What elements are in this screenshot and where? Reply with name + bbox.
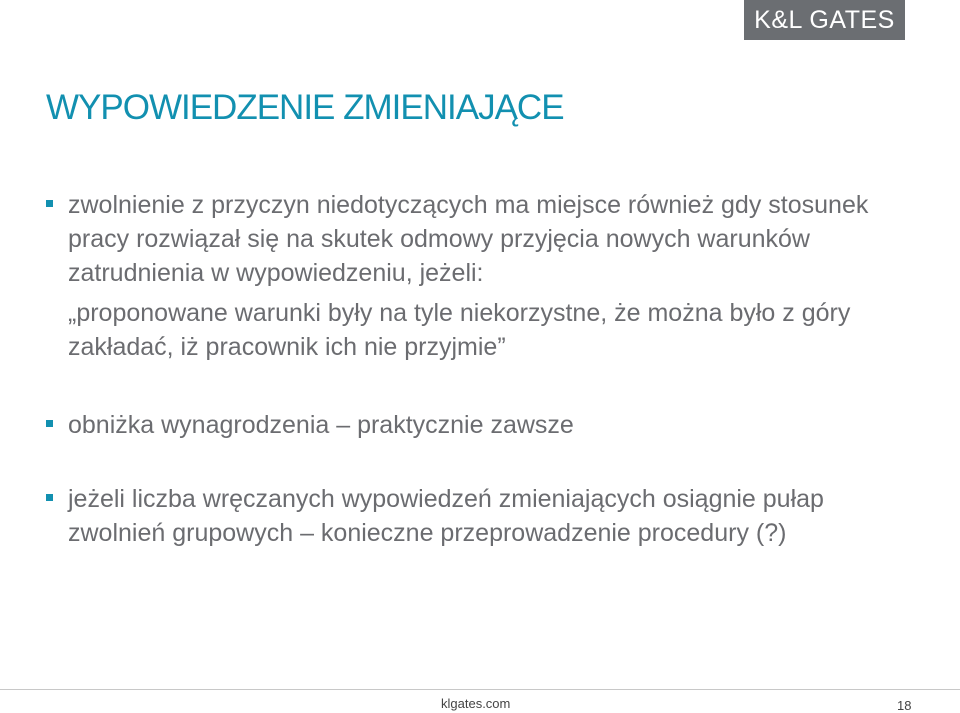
bullet-text: zwolnienie z przyczyn niedotyczących ma miejsce również gdy stosunek pracy rozwiązał się na skutek odmowy przyjęcia nowych warunków zatrudnienia w wypowiedzeniu, jeżeli: <box>68 191 869 287</box>
page-number: 18 <box>897 698 912 713</box>
square-bullet-icon <box>46 200 53 207</box>
klgates-logo: K&L GATES <box>744 0 905 40</box>
bullet-item <box>46 408 926 442</box>
bullet-list <box>46 188 926 550</box>
bullet-item <box>46 482 926 550</box>
footer-divider <box>0 689 960 690</box>
footer-url[interactable]: klgates.com <box>441 696 511 711</box>
square-bullet-icon <box>46 420 53 427</box>
square-bullet-icon <box>46 494 53 501</box>
bullet-item <box>46 188 926 364</box>
bullet-quote: „proponowane warunki były na tyle niekorzystne, że można było z góry zakładać, iż pracownik ich nie przyjmie” <box>68 299 851 361</box>
bullet-text: obniżka wynagrodzenia – praktycznie zawsze <box>68 411 574 439</box>
bullet-text: jeżeli liczba wręczanych wypowiedzeń zmieniających osiągnie pułap zwolnień grupowych – konieczne przeprowadzenie procedury (?) <box>68 485 824 547</box>
slide-title: WYPOWIEDZENIE ZMIENIAJĄCE <box>46 88 564 127</box>
